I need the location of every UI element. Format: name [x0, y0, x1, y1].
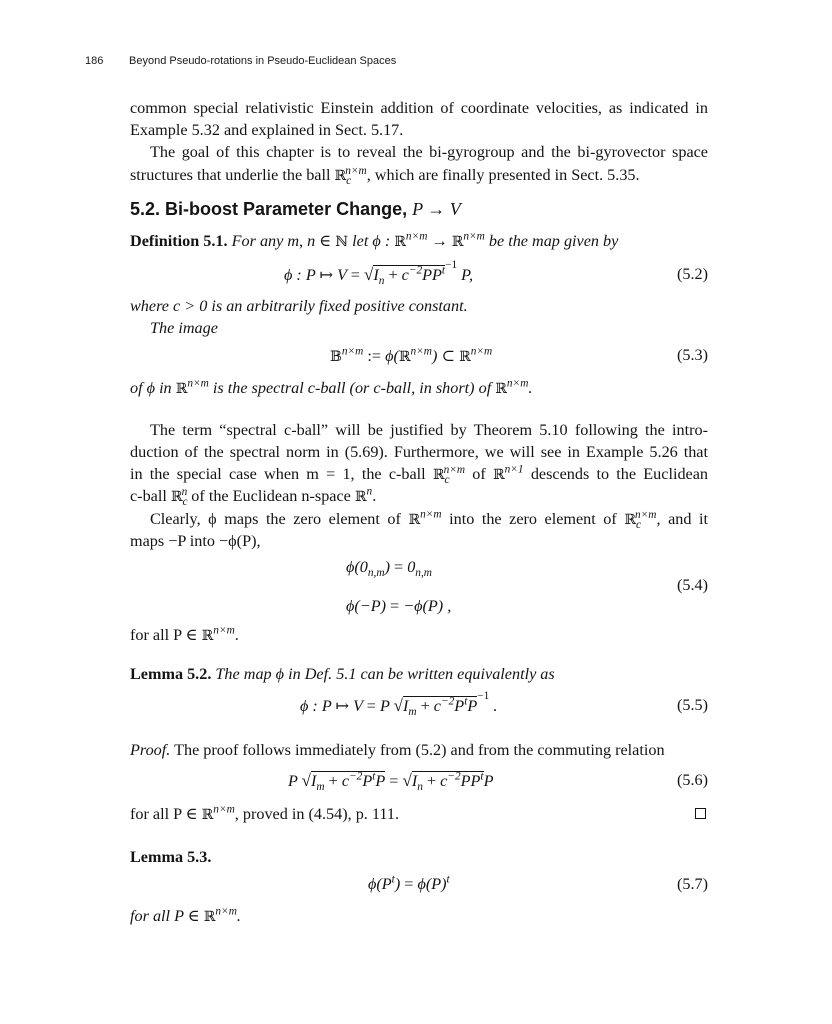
lemma-5-2-statement: Lemma 5.2. The map ϕ in Def. 5.1 can be written equivalently as	[130, 665, 555, 683]
para2-forall: for all P ∈ ℝ$^{n\times m}$.	[130, 624, 239, 644]
definition-cball: of ϕ in ℝ$^{n\times m}$ is the spectral c-ball (or c-ball, in short) of ℝ$^{n\times m}$.	[130, 377, 533, 397]
equation-5-2: ϕ : P ↦ $V = √I_n + c^{-2}PP^{t-1}$ P,	[284, 258, 474, 288]
running-title: Beyond Pseudo-rotations in Pseudo-Euclidean Spaces	[129, 55, 397, 67]
eq-number-5-2: (5.2)	[676, 265, 708, 283]
para1-line2: Example 5.32 and explained in Sect. 5.17.	[130, 121, 404, 139]
eq-number-5-4: (5.4)	[676, 576, 708, 594]
para1-line4: structures that underlie the ball ℝ$_c^{n\times m}$, which are finally presented in Sect. 5.35.	[130, 164, 640, 188]
equation-5-7: $\phi(P^t) = \phi(P)^t$	[368, 873, 450, 893]
para2-line5: Clearly, ϕ maps the zero element of ℝ$^{n\times m}$ into the zero element of ℝ$_c^{n\times m}$, and it	[150, 508, 708, 532]
equation-5-3: 𝔹$^{n\times m}$ := ϕ(ℝ$^{n\times m}$) ⊂ ℝ$^{n\times m}$	[330, 345, 493, 365]
para2-line3: in the special case when m = 1, the c-ball ℝ$_c^{n\times m}$ of ℝ$^{n\times 1}$ descends to the Euclidean	[130, 463, 708, 487]
equation-5-5: ϕ : P ↦ V = P $√I_m + c^{-2}P^tP^{-1}$ .	[300, 689, 498, 719]
lemma-5-3-label: Lemma 5.3.	[130, 848, 212, 866]
para1-line1: common special relativistic Einstein addition of coordinate velocities, as indicated in	[130, 99, 708, 117]
equation-5-6: P $√I_m + c^{-2}P^tP = √I_n + c^{-2}PP^tP$	[288, 770, 494, 794]
proof-line: Proof. The proof follows immediately from (5.2) and from the commuting relation	[130, 741, 665, 759]
eq-number-5-3: (5.3)	[676, 346, 708, 364]
definition-image: The image	[150, 319, 218, 337]
section-heading: 5.2. Bi-boost Parameter Change, P → V	[130, 199, 461, 219]
page-number: 186	[85, 55, 104, 67]
para2-line1: The term “spectral c-ball” will be justified by Theorem 5.10 following the intro-	[150, 421, 708, 439]
eq-number-5-5: (5.5)	[676, 696, 708, 714]
eq-number-5-6: (5.6)	[676, 771, 708, 789]
para2-line2: duction of the spectral norm in (5.69). Furthermore, we will see in Example 5.26 that	[130, 443, 708, 461]
equation-5-4b: ϕ(−P) = −ϕ(P) ,	[346, 597, 452, 615]
proof-forall: for all P ∈ ℝ$^{n\times m}$, proved in (4.54), p. 111.	[130, 803, 400, 823]
equation-5-4a: $\phi(0_{n,m}) = 0_{n,m}$	[346, 558, 432, 580]
lemma-5-3-forall: for all P ∈ ℝ$^{n\times m}$.	[130, 905, 241, 925]
eq-number-5-7: (5.7)	[676, 875, 708, 893]
definition-where: where c > 0 is an arbitrarily fixed positive constant.	[130, 297, 468, 315]
running-header	[85, 55, 396, 67]
para2-line6: maps −P into −ϕ(P),	[130, 532, 261, 550]
qed-box-icon	[695, 808, 706, 819]
para2-line4: c-ball ℝ$_c^n$ of the Euclidean n-space ℝ$^n$.	[130, 485, 377, 509]
definition-statement: Definition 5.1. For any m, n ∈ ℕ let ϕ : ℝ$^{n\times m}$ → ℝ$^{n\times m}$ be the map given by	[130, 230, 619, 250]
para1-line3: The goal of this chapter is to reveal the bi-gyrogroup and the bi-gyrovector space	[150, 143, 708, 161]
